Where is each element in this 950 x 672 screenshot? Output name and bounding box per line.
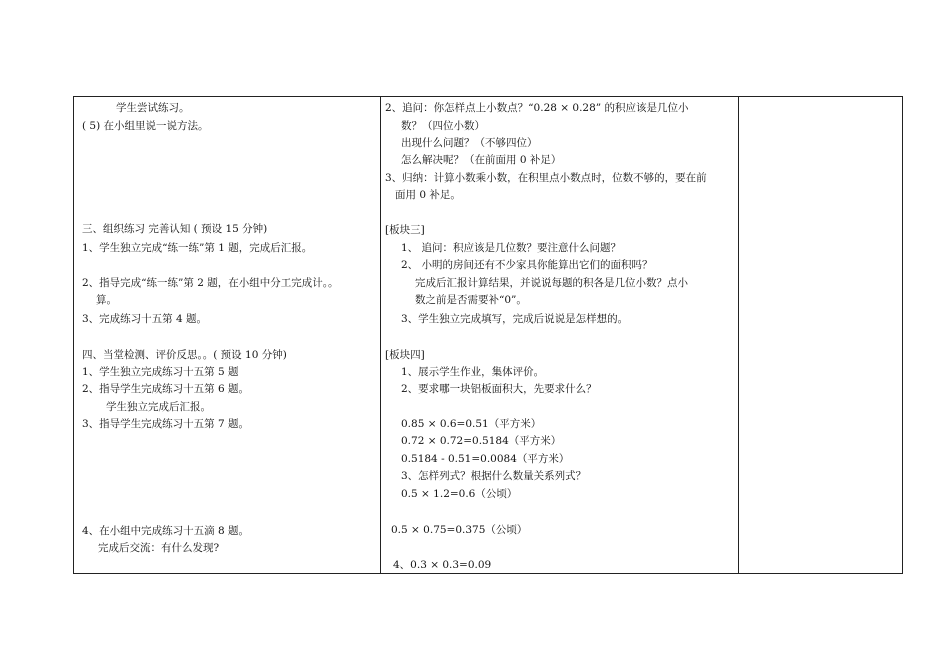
text-line: 2、追问：你怎样点上小数点？“0.28 × 0.28” 的积应该是几位小 (385, 102, 689, 114)
text-line: 数之前是否需要补“0”。 (415, 294, 527, 306)
text-line: 2、指导学生完成练习十五第 6 题。 (82, 383, 250, 395)
notes-cell (739, 97, 902, 573)
text-line: 怎么解决呢？（在前面用 0 补足） (401, 154, 562, 166)
equation-line: 4、0.3 × 0.3=0.09 (393, 559, 492, 571)
text-line: 3、归纳：计算小数乘小数，在积里点小数点时，位数不够的，要在前 (385, 172, 707, 184)
lesson-plan-table (73, 96, 903, 574)
text-line: ( 5) 在小组里说一说方法。 (82, 120, 209, 132)
text-line: 2、要求哪一块铝板面积大，先要求什么？ (401, 383, 597, 395)
text-line: 完成后交流：有什么发现? (98, 542, 220, 554)
text-line: 数？（四位小数） (401, 120, 485, 132)
text-line: 学生尝试练习。 (116, 102, 190, 114)
text-line: 1、展示学生作业，集体评价。 (401, 366, 545, 378)
text-line: 面用 0 补足。 (395, 189, 461, 201)
text-line: 3、怎样列式？根据什么数量关系列式？ (401, 470, 587, 482)
text-line: 完成后汇报计算结果，并说说每题的积各是几位小数？点小 (415, 277, 688, 289)
equation-line: 0.5 × 0.75=0.375（公顷） (391, 524, 528, 536)
section-heading: [板块四] (385, 349, 425, 361)
section-heading: 四、当堂检测、评价反思。。( 预设 10 分钟) (82, 349, 287, 361)
text-line: 学生独立完成后汇报。 (106, 401, 211, 413)
text-line: 1、 追问：积应该是几位数？要注意什么问题？ (401, 242, 622, 254)
equation-line: 0.5184 - 0.51=0.0084（平方米） (401, 453, 570, 465)
text-line: 1、学生独立完成练习十五第 5 题 (82, 366, 239, 378)
text-line: 4、在小组中完成练习十五滴 8 题。 (82, 525, 250, 537)
text-line: 1、学生独立完成“练一练”第 1 题，完成后汇报。 (82, 242, 313, 254)
student-activities-cell (381, 97, 738, 573)
text-line: 出现什么问题？（不够四位） (401, 137, 538, 149)
text-line: 3、完成练习十五第 4 题。 (82, 313, 208, 325)
text-line: 3、指导学生完成练习十五第 7 题。 (82, 418, 250, 430)
text-line: 2、指导完成“练一练”第 2 题，在小组中分工完成计。。 (82, 277, 339, 289)
equation-line: 0.72 × 0.72=0.5184（平方米） (401, 435, 562, 447)
text-line: 算。 (96, 294, 117, 306)
equation-line: 0.85 × 0.6=0.51（平方米） (401, 418, 542, 430)
section-heading: [板块三] (385, 224, 425, 236)
teaching-activities-cell (74, 97, 380, 573)
section-heading: 三、组织练习 完善认知 ( 预设 15 分钟) (82, 223, 268, 235)
text-line: 3、学生独立完成填写，完成后说说是怎样想的。 (401, 313, 629, 325)
equation-line: 0.5 × 1.2=0.6（公顷） (401, 488, 518, 500)
text-line: 2、 小明的房间还有不少家具你能算出它们的面积吗？ (401, 259, 653, 271)
